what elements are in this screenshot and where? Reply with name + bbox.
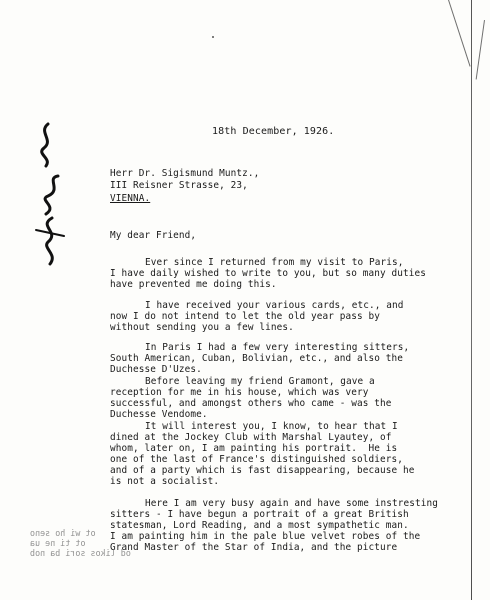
salutation: My dear Friend, [110, 230, 197, 241]
body-line: I have daily wished to write to you, but so many duties [110, 268, 426, 279]
body-line: Grand Master of the Star of India, and the picture [110, 542, 398, 553]
body-line: statesman, Lord Reading, and a most sympathetic man. [110, 520, 409, 531]
paper-edge [471, 0, 472, 600]
recipient-line-2: III Reisner Strasse, 23, [110, 180, 248, 191]
recipient-city: VIENNA. [110, 193, 151, 204]
body-line: In Paris I had a few very interesting sitters, [145, 342, 410, 353]
letter-date: 18th December, 1926. [212, 126, 335, 137]
body-line: dined at the Jockey Club with Marshal Lyautey, of [110, 432, 392, 443]
body-line: Ever since I returned from my visit to Paris, [145, 257, 404, 268]
edge-streak [448, 0, 471, 67]
body-line: and of a party which is fast disappearing, because he [110, 465, 415, 476]
body-line: Before leaving my friend Gramont, gave a [145, 376, 375, 387]
bleed-through-text: od likos sori ba nob [30, 548, 131, 558]
body-line: Here I am very busy again and have some instresting [145, 498, 438, 509]
body-line: I have received your various cards, etc., and [145, 300, 404, 311]
body-line: Duchesse Vendome. [110, 409, 208, 420]
edge-streak [476, 20, 485, 80]
body-line: now I do not intend to let the old year pass by [110, 311, 380, 322]
body-line: without sending you a few lines. [110, 322, 294, 333]
body-line: have prevented me doing this. [110, 279, 277, 290]
body-line: successful, and amongst others who came - was the [110, 398, 392, 409]
body-line: Duchesse D'Uzes. [110, 364, 202, 375]
body-line: is not a socialist. [110, 476, 220, 487]
speck [212, 36, 214, 38]
body-line: sitters - I have begun a portrait of a great British [110, 509, 409, 520]
body-line: reception for me in his house, which was very [110, 387, 369, 398]
handwritten-annotation [18, 118, 74, 278]
body-line: It will interest you, I know, to hear that I [145, 421, 398, 432]
bleed-through-text: ot ti ne ua [30, 538, 86, 548]
bleed-through-text: ot wi ho seno [30, 528, 96, 538]
body-line: whom, later on, I am painting his portrait. He is [110, 443, 398, 454]
body-line: one of the last of France's distinguished soldiers, [110, 454, 403, 465]
recipient-line-1: Herr Dr. Sigismund Muntz., [110, 168, 260, 179]
body-line: I am painting him in the pale blue velvet robes of the [110, 531, 421, 542]
body-line: South American, Cuban, Bolivian, etc., and also the [110, 353, 403, 364]
